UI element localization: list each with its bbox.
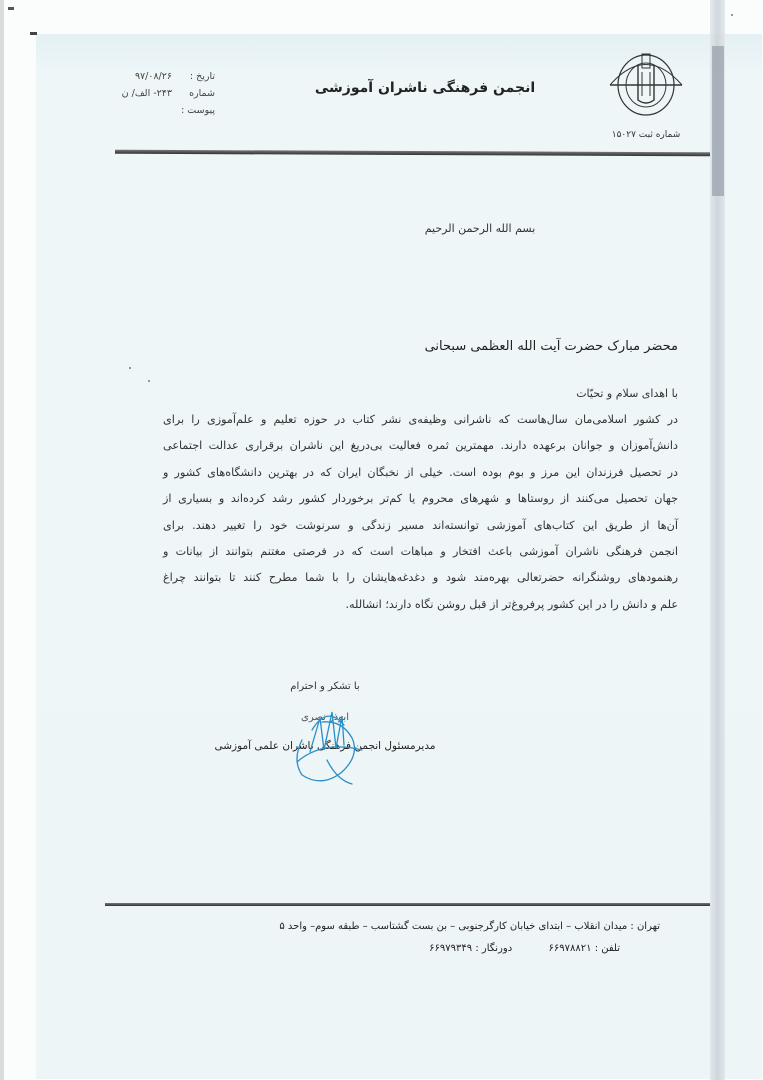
date-label: تاریخ : <box>189 71 215 82</box>
letterhead <box>0 0 763 170</box>
letter-meta <box>105 68 215 119</box>
body-line: جهان تحصیل می‌کنند از روستاها و شهرهای محروم یا کم‌تر برخوردار کشور رشد کرده‌اند و بسیاری از <box>163 492 678 506</box>
header-divider <box>115 150 710 157</box>
basmala: بسم الله الرحمن الرحیم <box>424 222 536 235</box>
date-value: ۹۷/۰۸/۲۶ <box>134 71 172 82</box>
body-line: دانش‌آموزان و جوانان برعهده دارند. مهمترین ثمره فعالیت بی‌دریغ این ناشران برقراری عدالت اجتماعی <box>163 439 678 453</box>
body-line: رهنمودهای روشنگرانه حضرتعالی بهره‌مند شود و دغدغه‌هایشان را با شما مطرح کنند تا بتوانند چراغ <box>163 571 678 585</box>
phone-value: ۶۶۹۷۸۸۲۱ <box>548 943 592 954</box>
addressee: محضر مبارک حضرت آیت الله العظمی سبحانی <box>424 339 678 354</box>
registration-number: شماره ثبت ۱۵۰۲۷ <box>611 130 681 140</box>
number-value: ۲۴۳- الف/ ن <box>121 88 172 99</box>
attachment-row <box>105 102 215 119</box>
body-line: در کشور اسلامی‌مان سال‌هاست که ناشرانی وظیفه‌ی نشر کتاب در حوزه‌ تعلیم و علم‌آموزی را برای <box>163 413 678 426</box>
attachment-label: پیوست : <box>181 105 215 116</box>
scan-speck <box>148 380 150 382</box>
organization-logo-icon <box>606 52 686 122</box>
letter-body <box>163 407 678 618</box>
footer-address: تهران : میدان انقلاب – ابتدای خیابان کارگرجنوبی – بن بست گشتاسب – طبقه سوم– واحد ۵ <box>279 921 660 932</box>
scan-speck <box>731 14 733 16</box>
footer-divider <box>105 903 710 906</box>
closing: با تشکر و احترام <box>290 681 360 692</box>
number-row <box>105 85 215 102</box>
body-line: انجمن فرهنگی ناشران آموزشی باعث افتخار و مباهات است که در فرصتی مغتنم بتوانند از بیانات و <box>163 545 678 559</box>
date-row <box>105 68 215 85</box>
signature-icon <box>282 700 377 785</box>
body-line: آن‌ها از طریق این کتاب‌های آموزشی توانسته‌اند مسیر زندگی و سرنوشت خود را تغییر دهند. برای <box>163 518 678 532</box>
signer-name: ابوذر نصری <box>301 712 349 723</box>
body-line: در تحصیل فرزندان این مرز و بوم بوده است. خیلی از نخبگان ایران که در بهترین دانشگاه‌های کشور و <box>163 465 678 479</box>
fax-label: دورنگار : <box>475 943 513 954</box>
organization-title: انجمن فرهنگی ناشران آموزشی <box>314 80 536 96</box>
body-line: علم و دانش را در این کشور پرفروغ‌تر از قبل روشن نگاه دارند؛ انشالله. <box>345 597 678 611</box>
fax-value: ۶۶۹۷۹۳۴۹ <box>429 943 473 954</box>
greeting: با اهدای سلام و تحیّات <box>576 387 678 400</box>
footer-contact <box>320 943 620 954</box>
scan-speck <box>129 367 131 369</box>
phone-label: تلفن : <box>594 943 620 954</box>
signer-title: مدیرمسئول انجمن فرهنگی ناشران علمی آموزشی <box>214 740 436 752</box>
number-label: شماره <box>189 88 215 99</box>
